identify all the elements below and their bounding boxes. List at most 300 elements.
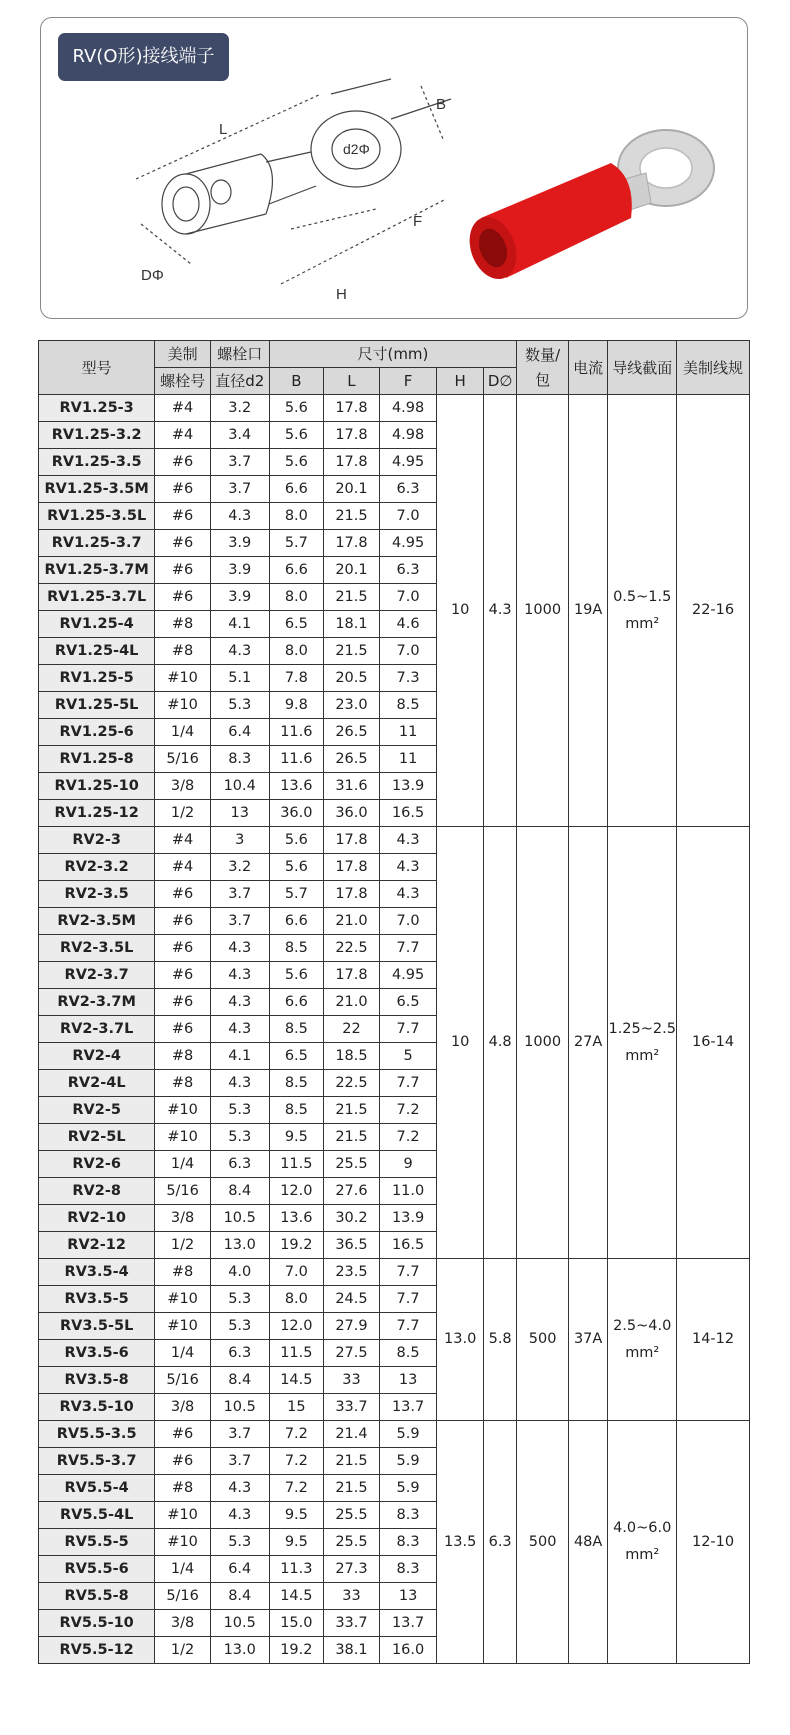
F-cell: 4.95 (379, 449, 437, 476)
us-stud-cell: #6 (155, 584, 211, 611)
model-cell: RV1.25-3.7 (39, 530, 155, 557)
us-stud-cell: #10 (155, 1097, 211, 1124)
L-cell: 22.5 (324, 935, 380, 962)
header-D: D∅ (483, 368, 516, 395)
F-cell: 11 (379, 746, 437, 773)
header-current: 电流 (568, 341, 607, 395)
F-cell: 6.3 (379, 476, 437, 503)
group-H-cell: 13.0 (437, 1259, 484, 1421)
stud-dia-cell: 5.3 (210, 1529, 269, 1556)
dim-D-label: DΦ (141, 267, 164, 284)
F-cell: 7.7 (379, 1070, 437, 1097)
stud-dia-cell: 3.2 (210, 395, 269, 422)
F-cell: 7.0 (379, 503, 437, 530)
table-row (39, 1421, 750, 1448)
us-stud-cell: #6 (155, 503, 211, 530)
model-cell: RV2-10 (39, 1205, 155, 1232)
F-cell: 16.5 (379, 800, 437, 827)
L-cell: 21.5 (324, 638, 380, 665)
B-cell: 5.6 (269, 854, 324, 881)
us-stud-cell: #4 (155, 854, 211, 881)
F-cell: 8.5 (379, 1340, 437, 1367)
L-cell: 25.5 (324, 1502, 380, 1529)
stud-dia-cell: 8.4 (210, 1367, 269, 1394)
model-cell: RV2-4L (39, 1070, 155, 1097)
B-cell: 9.5 (269, 1502, 324, 1529)
B-cell: 11.6 (269, 746, 324, 773)
B-cell: 11.6 (269, 719, 324, 746)
model-cell: RV2-8 (39, 1178, 155, 1205)
stud-dia-cell: 3.2 (210, 854, 269, 881)
F-cell: 6.5 (379, 989, 437, 1016)
stud-dia-cell: 10.5 (210, 1205, 269, 1232)
group-H-cell: 13.5 (437, 1421, 484, 1664)
L-cell: 21.0 (324, 908, 380, 935)
model-cell: RV1.25-4 (39, 611, 155, 638)
us-stud-cell: #8 (155, 611, 211, 638)
header-size: 尺寸(mm) (269, 341, 517, 368)
product-photo (461, 108, 731, 308)
stud-dia-cell: 3.9 (210, 530, 269, 557)
B-cell: 5.6 (269, 962, 324, 989)
B-cell: 8.5 (269, 1070, 324, 1097)
stud-dia-cell: 5.3 (210, 1097, 269, 1124)
group-awg-cell: 22-16 (677, 395, 750, 827)
table-row (39, 1259, 750, 1286)
stud-dia-cell: 13.0 (210, 1637, 269, 1664)
L-cell: 36.5 (324, 1232, 380, 1259)
B-cell: 7.2 (269, 1421, 324, 1448)
us-stud-cell: #6 (155, 449, 211, 476)
us-stud-cell: #8 (155, 1070, 211, 1097)
F-cell: 16.0 (379, 1637, 437, 1664)
group-current-cell: 48A (568, 1421, 607, 1664)
B-cell: 19.2 (269, 1232, 324, 1259)
model-cell: RV2-3.7L (39, 1016, 155, 1043)
us-stud-cell: 5/16 (155, 746, 211, 773)
stud-dia-cell: 3.9 (210, 584, 269, 611)
stud-dia-cell: 5.3 (210, 1124, 269, 1151)
model-cell: RV1.25-6 (39, 719, 155, 746)
stud-dia-cell: 5.1 (210, 665, 269, 692)
model-cell: RV1.25-4L (39, 638, 155, 665)
model-cell: RV1.25-3.5L (39, 503, 155, 530)
model-cell: RV2-3.5L (39, 935, 155, 962)
F-cell: 4.95 (379, 530, 437, 557)
B-cell: 15 (269, 1394, 324, 1421)
us-stud-cell: #6 (155, 908, 211, 935)
us-stud-cell: #10 (155, 1529, 211, 1556)
B-cell: 9.8 (269, 692, 324, 719)
model-cell: RV5.5-6 (39, 1556, 155, 1583)
group-awg-cell: 14-12 (677, 1259, 750, 1421)
L-cell: 30.2 (324, 1205, 380, 1232)
us-stud-cell: #8 (155, 638, 211, 665)
model-cell: RV2-6 (39, 1151, 155, 1178)
us-stud-cell: #10 (155, 665, 211, 692)
us-stud-cell: #6 (155, 476, 211, 503)
F-cell: 8.5 (379, 692, 437, 719)
model-cell: RV3.5-5 (39, 1286, 155, 1313)
us-stud-cell: #10 (155, 1502, 211, 1529)
model-cell: RV5.5-12 (39, 1637, 155, 1664)
L-cell: 17.8 (324, 530, 380, 557)
model-cell: RV5.5-8 (39, 1583, 155, 1610)
group-wire-cell: 0.5~1.5 mm² (608, 395, 677, 827)
B-cell: 36.0 (269, 800, 324, 827)
L-cell: 20.1 (324, 476, 380, 503)
us-stud-cell: #6 (155, 935, 211, 962)
B-cell: 11.3 (269, 1556, 324, 1583)
B-cell: 6.6 (269, 908, 324, 935)
F-cell: 7.0 (379, 584, 437, 611)
us-stud-cell: 5/16 (155, 1583, 211, 1610)
B-cell: 8.5 (269, 935, 324, 962)
us-stud-cell: #4 (155, 422, 211, 449)
F-cell: 4.98 (379, 422, 437, 449)
B-cell: 5.6 (269, 827, 324, 854)
B-cell: 6.6 (269, 557, 324, 584)
B-cell: 13.6 (269, 1205, 324, 1232)
F-cell: 5.9 (379, 1475, 437, 1502)
group-wire-cell: 1.25~2.5 mm² (608, 827, 677, 1259)
group-D-cell: 6.3 (483, 1421, 516, 1664)
F-cell: 9 (379, 1151, 437, 1178)
stud-dia-cell: 4.3 (210, 1475, 269, 1502)
F-cell: 7.7 (379, 1259, 437, 1286)
B-cell: 7.2 (269, 1448, 324, 1475)
header-model: 型号 (39, 341, 155, 395)
F-cell: 13 (379, 1367, 437, 1394)
L-cell: 36.0 (324, 800, 380, 827)
B-cell: 8.5 (269, 1097, 324, 1124)
stud-dia-cell: 5.3 (210, 692, 269, 719)
header-H: H (437, 368, 484, 395)
B-cell: 8.0 (269, 1286, 324, 1313)
B-cell: 5.6 (269, 395, 324, 422)
B-cell: 11.5 (269, 1151, 324, 1178)
F-cell: 16.5 (379, 1232, 437, 1259)
L-cell: 24.5 (324, 1286, 380, 1313)
dim-L-label: L (219, 121, 228, 138)
B-cell: 14.5 (269, 1583, 324, 1610)
header-L: L (324, 368, 380, 395)
terminal-dimension-diagram (91, 74, 511, 314)
us-stud-cell: 1/2 (155, 1637, 211, 1664)
model-cell: RV5.5-10 (39, 1610, 155, 1637)
model-cell: RV1.25-3.7L (39, 584, 155, 611)
L-cell: 17.8 (324, 827, 380, 854)
stud-dia-cell: 6.3 (210, 1340, 269, 1367)
table-row (39, 395, 750, 422)
header-us-stud-1: 美制 (155, 341, 211, 368)
L-cell: 21.5 (324, 1475, 380, 1502)
group-wire-cell: 4.0~6.0 mm² (608, 1421, 677, 1664)
stud-dia-cell: 4.3 (210, 503, 269, 530)
model-cell: RV2-3.5 (39, 881, 155, 908)
model-cell: RV3.5-10 (39, 1394, 155, 1421)
L-cell: 17.8 (324, 854, 380, 881)
model-cell: RV1.25-3.5M (39, 476, 155, 503)
us-stud-cell: #6 (155, 1448, 211, 1475)
L-cell: 18.5 (324, 1043, 380, 1070)
dim-F-label: F (413, 213, 423, 230)
F-cell: 7.7 (379, 1286, 437, 1313)
L-cell: 25.5 (324, 1151, 380, 1178)
stud-dia-cell: 5.3 (210, 1313, 269, 1340)
F-cell: 11 (379, 719, 437, 746)
F-cell: 8.3 (379, 1556, 437, 1583)
us-stud-cell: #6 (155, 557, 211, 584)
product-figure-card (40, 17, 748, 319)
B-cell: 8.0 (269, 503, 324, 530)
B-cell: 5.6 (269, 449, 324, 476)
F-cell: 7.0 (379, 638, 437, 665)
model-cell: RV1.25-10 (39, 773, 155, 800)
group-awg-cell: 12-10 (677, 1421, 750, 1664)
model-cell: RV2-12 (39, 1232, 155, 1259)
stud-dia-cell: 8.4 (210, 1178, 269, 1205)
B-cell: 6.6 (269, 989, 324, 1016)
stud-dia-cell: 3.7 (210, 908, 269, 935)
us-stud-cell: #10 (155, 1286, 211, 1313)
F-cell: 13.9 (379, 773, 437, 800)
us-stud-cell: 3/8 (155, 1205, 211, 1232)
L-cell: 22 (324, 1016, 380, 1043)
L-cell: 33 (324, 1367, 380, 1394)
header-stud-1: 螺栓口 (210, 341, 269, 368)
us-stud-cell: 1/2 (155, 800, 211, 827)
dim-d2-label: d2Φ (343, 141, 370, 157)
stud-dia-cell: 3.7 (210, 449, 269, 476)
L-cell: 38.1 (324, 1637, 380, 1664)
L-cell: 27.9 (324, 1313, 380, 1340)
us-stud-cell: #6 (155, 530, 211, 557)
B-cell: 7.8 (269, 665, 324, 692)
stud-dia-cell: 8.3 (210, 746, 269, 773)
model-cell: RV3.5-5L (39, 1313, 155, 1340)
stud-dia-cell: 4.3 (210, 935, 269, 962)
group-H-cell: 10 (437, 827, 484, 1259)
group-D-cell: 5.8 (483, 1259, 516, 1421)
model-cell: RV5.5-4L (39, 1502, 155, 1529)
group-qty-cell: 1000 (517, 827, 569, 1259)
B-cell: 13.6 (269, 773, 324, 800)
stud-dia-cell: 3.7 (210, 1448, 269, 1475)
F-cell: 4.6 (379, 611, 437, 638)
header-wire: 导线截面 (608, 341, 677, 395)
group-current-cell: 37A (568, 1259, 607, 1421)
group-qty-cell: 500 (517, 1421, 569, 1664)
F-cell: 11.0 (379, 1178, 437, 1205)
group-D-cell: 4.3 (483, 395, 516, 827)
B-cell: 7.0 (269, 1259, 324, 1286)
L-cell: 17.8 (324, 395, 380, 422)
header-us-stud-2: 螺栓号 (155, 368, 211, 395)
L-cell: 23.0 (324, 692, 380, 719)
model-cell: RV1.25-3.2 (39, 422, 155, 449)
stud-dia-cell: 10.4 (210, 773, 269, 800)
group-D-cell: 4.8 (483, 827, 516, 1259)
L-cell: 21.5 (324, 503, 380, 530)
L-cell: 27.6 (324, 1178, 380, 1205)
us-stud-cell: #10 (155, 1124, 211, 1151)
L-cell: 18.1 (324, 611, 380, 638)
us-stud-cell: #10 (155, 1313, 211, 1340)
F-cell: 7.3 (379, 665, 437, 692)
model-cell: RV2-3 (39, 827, 155, 854)
L-cell: 23.5 (324, 1259, 380, 1286)
us-stud-cell: 3/8 (155, 1394, 211, 1421)
dim-B-label: B (436, 96, 447, 113)
stud-dia-cell: 3.4 (210, 422, 269, 449)
barrel-end-outline (162, 174, 210, 234)
F-cell: 13.7 (379, 1394, 437, 1421)
F-cell: 7.7 (379, 1313, 437, 1340)
L-cell: 22.5 (324, 1070, 380, 1097)
us-stud-cell: 1/4 (155, 1151, 211, 1178)
B-cell: 7.2 (269, 1475, 324, 1502)
stud-dia-cell: 3.7 (210, 881, 269, 908)
header-row-1 (39, 341, 750, 368)
group-current-cell: 19A (568, 395, 607, 827)
model-cell: RV3.5-4 (39, 1259, 155, 1286)
stud-dia-cell: 10.5 (210, 1394, 269, 1421)
us-stud-cell: #6 (155, 989, 211, 1016)
L-cell: 31.6 (324, 773, 380, 800)
model-cell: RV1.25-5 (39, 665, 155, 692)
L-cell: 21.5 (324, 1097, 380, 1124)
model-cell: RV2-3.7M (39, 989, 155, 1016)
B-cell: 9.5 (269, 1529, 324, 1556)
F-cell: 8.3 (379, 1529, 437, 1556)
B-cell: 14.5 (269, 1367, 324, 1394)
L-cell: 26.5 (324, 746, 380, 773)
model-cell: RV2-5L (39, 1124, 155, 1151)
us-stud-cell: 1/2 (155, 1232, 211, 1259)
group-current-cell: 27A (568, 827, 607, 1259)
B-cell: 15.0 (269, 1610, 324, 1637)
header-F: F (379, 368, 437, 395)
model-cell: RV5.5-3.7 (39, 1448, 155, 1475)
L-cell: 33.7 (324, 1610, 380, 1637)
B-cell: 9.5 (269, 1124, 324, 1151)
us-stud-cell: #4 (155, 827, 211, 854)
stud-dia-cell: 5.3 (210, 1286, 269, 1313)
L-cell: 25.5 (324, 1529, 380, 1556)
stud-dia-cell: 6.4 (210, 1556, 269, 1583)
F-cell: 7.2 (379, 1124, 437, 1151)
F-cell: 13 (379, 1583, 437, 1610)
title-badge: RV(O形)接线端子 (58, 33, 229, 81)
us-stud-cell: #8 (155, 1475, 211, 1502)
L-cell: 17.8 (324, 962, 380, 989)
stud-dia-cell: 8.4 (210, 1583, 269, 1610)
table-body (39, 395, 750, 1664)
stud-dia-cell: 4.3 (210, 1502, 269, 1529)
stud-dia-cell: 4.3 (210, 989, 269, 1016)
group-awg-cell: 16-14 (677, 827, 750, 1259)
model-cell: RV5.5-4 (39, 1475, 155, 1502)
B-cell: 8.0 (269, 584, 324, 611)
us-stud-cell: 1/4 (155, 1340, 211, 1367)
dim-H-label: H (336, 286, 347, 303)
barrel-bore-outline (173, 187, 199, 221)
B-cell: 8.5 (269, 1016, 324, 1043)
F-cell: 5.9 (379, 1421, 437, 1448)
us-stud-cell: #6 (155, 881, 211, 908)
L-cell: 17.8 (324, 422, 380, 449)
model-cell: RV3.5-6 (39, 1340, 155, 1367)
stud-dia-cell: 4.3 (210, 1016, 269, 1043)
us-stud-cell: #8 (155, 1259, 211, 1286)
stud-dia-cell: 4.3 (210, 638, 269, 665)
group-qty-cell: 500 (517, 1259, 569, 1421)
B-cell: 5.6 (269, 422, 324, 449)
model-cell: RV2-3.2 (39, 854, 155, 881)
L-cell: 21.0 (324, 989, 380, 1016)
B-cell: 11.5 (269, 1340, 324, 1367)
model-cell: RV2-3.5M (39, 908, 155, 935)
B-cell: 8.0 (269, 638, 324, 665)
B-cell: 12.0 (269, 1313, 324, 1340)
us-stud-cell: 5/16 (155, 1178, 211, 1205)
L-cell: 21.5 (324, 584, 380, 611)
L-cell: 33 (324, 1583, 380, 1610)
model-cell: RV1.25-5L (39, 692, 155, 719)
F-cell: 13.9 (379, 1205, 437, 1232)
stud-dia-cell: 3 (210, 827, 269, 854)
F-cell: 5 (379, 1043, 437, 1070)
us-stud-cell: #6 (155, 962, 211, 989)
stud-dia-cell: 13 (210, 800, 269, 827)
F-cell: 4.95 (379, 962, 437, 989)
model-cell: RV1.25-3.5 (39, 449, 155, 476)
F-cell: 4.3 (379, 854, 437, 881)
us-stud-cell: #6 (155, 1016, 211, 1043)
us-stud-cell: #4 (155, 395, 211, 422)
L-cell: 33.7 (324, 1394, 380, 1421)
stud-dia-cell: 10.5 (210, 1610, 269, 1637)
L-cell: 17.8 (324, 881, 380, 908)
L-cell: 26.5 (324, 719, 380, 746)
F-cell: 4.98 (379, 395, 437, 422)
F-cell: 7.7 (379, 1016, 437, 1043)
header-qty: 数量/ 包 (517, 341, 569, 395)
B-cell: 5.7 (269, 530, 324, 557)
us-stud-cell: 3/8 (155, 773, 211, 800)
F-cell: 8.3 (379, 1502, 437, 1529)
B-cell: 6.5 (269, 1043, 324, 1070)
B-cell: 6.6 (269, 476, 324, 503)
model-cell: RV1.25-12 (39, 800, 155, 827)
stud-dia-cell: 4.1 (210, 611, 269, 638)
us-stud-cell: #10 (155, 692, 211, 719)
F-cell: 13.7 (379, 1610, 437, 1637)
F-cell: 6.3 (379, 557, 437, 584)
table-row (39, 827, 750, 854)
B-cell: 6.5 (269, 611, 324, 638)
us-stud-cell: #8 (155, 1043, 211, 1070)
header-B: B (269, 368, 324, 395)
F-cell: 4.3 (379, 881, 437, 908)
stud-dia-cell: 6.4 (210, 719, 269, 746)
F-cell: 4.3 (379, 827, 437, 854)
group-qty-cell: 1000 (517, 395, 569, 827)
model-cell: RV5.5-3.5 (39, 1421, 155, 1448)
F-cell: 5.9 (379, 1448, 437, 1475)
stud-dia-cell: 4.1 (210, 1043, 269, 1070)
